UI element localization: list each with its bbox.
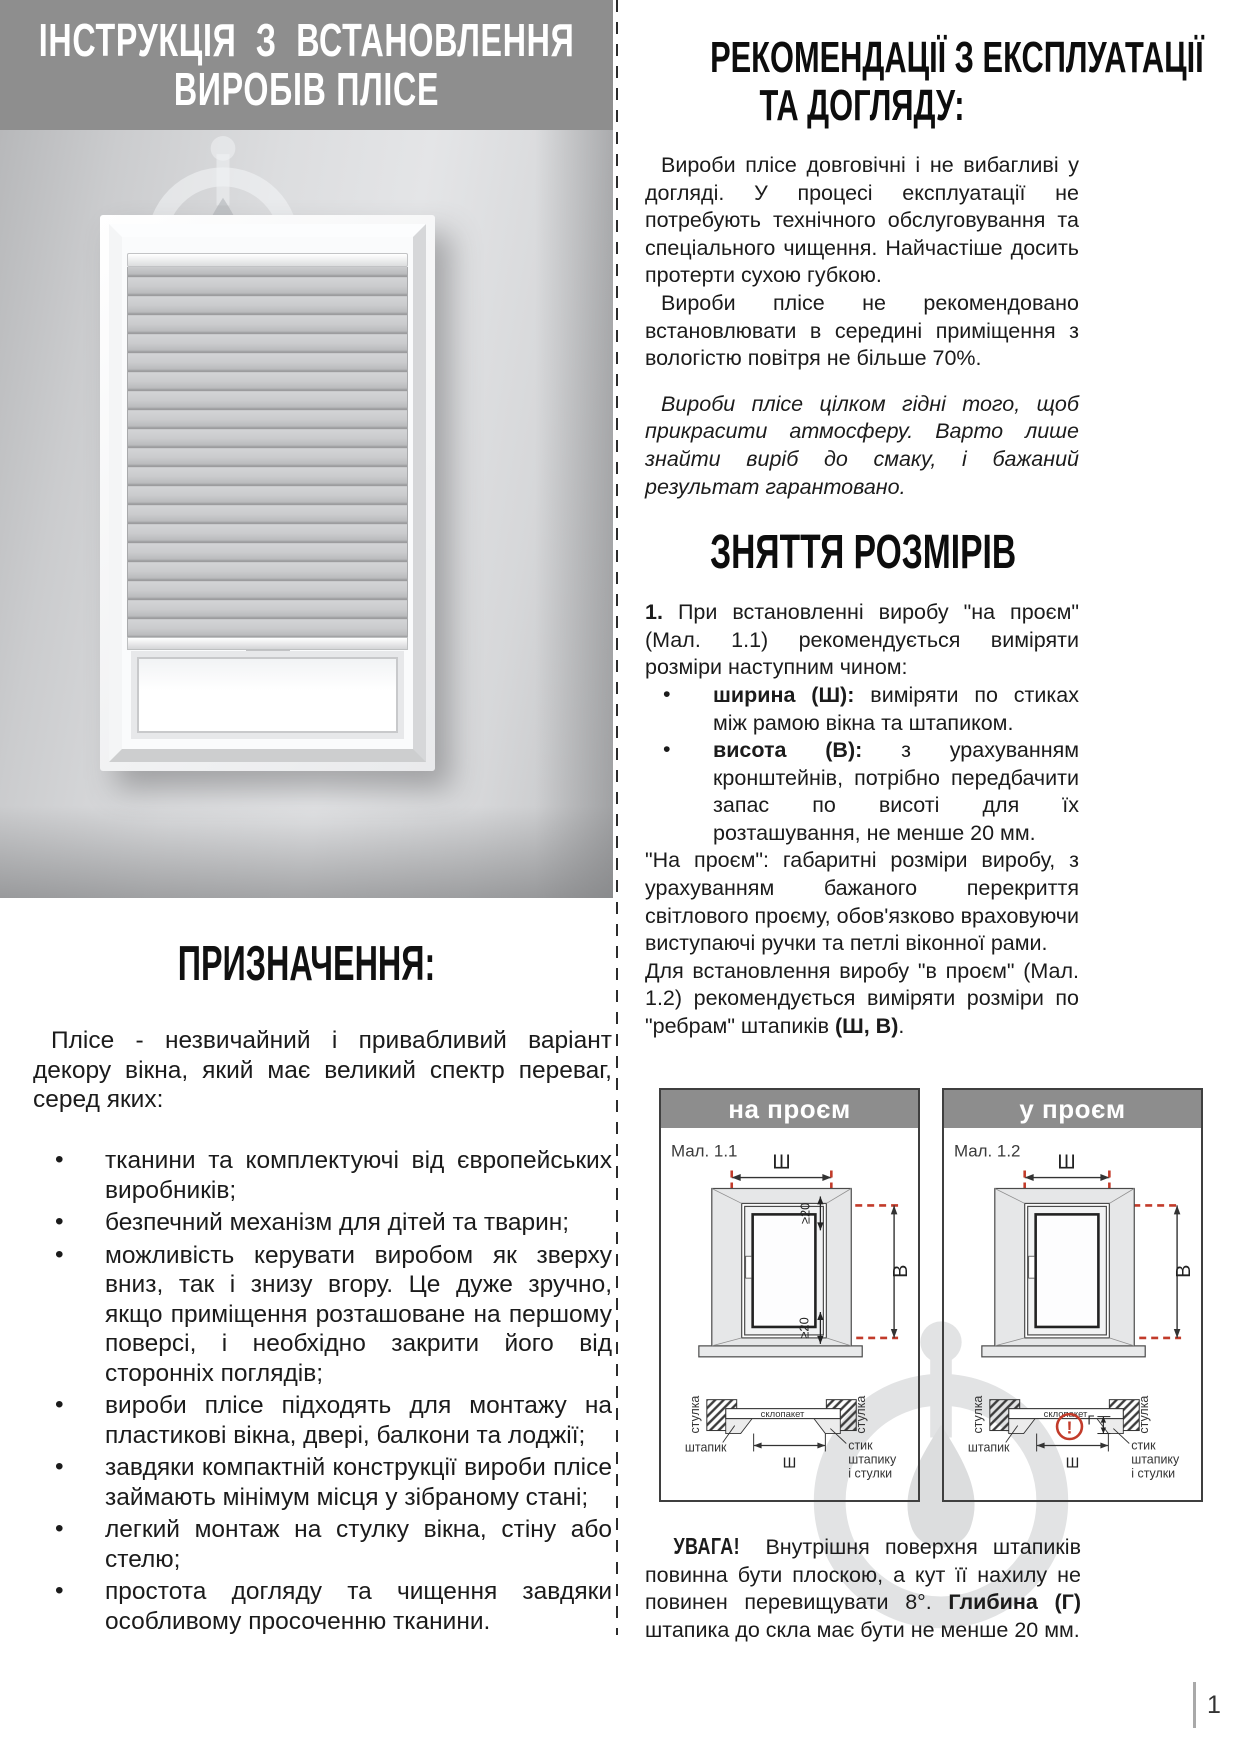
window-glass (131, 651, 404, 739)
measuring-bullet-list (645, 682, 1079, 848)
right-column (645, 33, 1204, 1041)
figure-2-diagram (944, 1128, 1201, 1500)
list-item: • тканини та комплектуючі від європейських виробників; (33, 1146, 612, 1205)
svg-text:Ш: Ш (1057, 1151, 1076, 1174)
recommendations-paragraph-3: Вироби плісе цілком гідні того, щоб прикрасити атмосферу. Варто лише знайти виріб до смаку, і бажаний результат гарантовано. (645, 391, 1079, 499)
svg-text:Г: Г (1087, 1413, 1095, 1428)
blind-top-rail (127, 253, 408, 267)
purpose-intro-paragraph: Плісе - незвичайний і привабливий варіант декору вікна, який має великий спектр переваг, серед яких: (33, 1027, 612, 1113)
warning-paragraph: УВАГА! Внутрішня поверхня штапиків повинна бути плоскою, а кут її нахилу не повинен перевищувати 8°. Глибина (Г) штапика до скла має бути не менше 20 мм. (645, 1533, 1082, 1642)
purpose-bullet-list (33, 1146, 612, 1639)
recommendations-paragraph-1: Вироби плісе довговічні і не вибагливі у догляді. У процесі експлуатації не потребують технічного обслуговування та спеціального чищення. Найчастіше досить протерти сухою губкою. (645, 153, 1079, 288)
recommendations-paragraph-2: Вироби плісе не рекомендовано встановлювати в середині приміщення з вологістю повітря не більше 70%. (645, 290, 1079, 371)
svg-text:!: ! (1066, 1417, 1073, 1438)
window-opening (109, 224, 426, 762)
figure-u-proem (942, 1088, 1203, 1502)
warning-label: УВАГА! (673, 1533, 740, 1559)
step-number: 1. (645, 600, 663, 625)
svg-text:стулка: стулка (1137, 1395, 1152, 1434)
left-header-banner (0, 0, 613, 130)
svg-text:≥20: ≥20 (796, 1317, 812, 1339)
list-item: • завдяки компактній конструкції вироби плісе займають мінімум місця у зібраному стані; (33, 1453, 612, 1512)
na-proem-paragraph: "На проєм": габаритні розміри виробу, з урахуванням бажаного перекриття світлового проєму, обов'язково враховуючи виступаючі ручки та петлі віконної рами. (645, 848, 1079, 956)
recommendations-title: РЕКОМЕНДАЦІЇ З ЕКСПЛУАТАЦІЇ ТА ДОГЛЯДУ: (710, 33, 1204, 130)
pleated-blind (127, 267, 408, 637)
list-item: • легкий монтаж на стулку вікна, стіну або стелю; (33, 1515, 612, 1574)
svg-text:Ш: Ш (772, 1151, 791, 1174)
page-footer (1193, 1682, 1221, 1728)
list-item: • простота догляду та чищення завдяки особливому просоченню тканини. (33, 1577, 612, 1636)
svg-text:штапику: штапику (1131, 1452, 1180, 1467)
svg-text:склопакет: склопакет (760, 1409, 805, 1421)
svg-text:штапику: штапику (848, 1452, 897, 1467)
svg-text:склопакет: склопакет (1043, 1409, 1088, 1421)
svg-text:стулка: стулка (854, 1395, 869, 1434)
product-photo (0, 130, 613, 898)
purpose-section-title: ПРИЗНАЧЕННЯ: (177, 937, 436, 991)
wall-shadow (535, 130, 613, 898)
svg-text:стулка: стулка (687, 1395, 702, 1434)
svg-text:Ш: Ш (1065, 1454, 1080, 1472)
v-proem-paragraph: Для встановлення виробу "в проєм" (Мал. 1.2) рекомендується виміряти розміри по "ребрам" штапиків (Ш, В). (645, 958, 1079, 1039)
window-frame (100, 215, 435, 771)
window-drawing (699, 1188, 862, 1356)
svg-text:штапик: штапик (684, 1440, 727, 1455)
measuring-title: ЗНЯТТЯ РОЗМІРІВ (710, 526, 1017, 580)
svg-text:штапик: штапик (967, 1440, 1010, 1455)
svg-text:В: В (1173, 1264, 1196, 1278)
list-item: • вироби плісе підходять для монтажу на пластикові вікна, двері, балкони та лоджії; (33, 1391, 612, 1450)
list-item-width: • ширина (Ш): виміряти по стиках між рамою вікна та штапиком. (645, 682, 1079, 737)
svg-text:Ш: Ш (782, 1454, 797, 1472)
blind-bottom-rail (127, 637, 408, 650)
svg-text:і стулки: і стулки (1131, 1466, 1176, 1481)
figure-na-proem (659, 1088, 920, 1502)
svg-text:стик: стик (848, 1438, 873, 1453)
figure-2-label: Мал. 1.2 (953, 1141, 1021, 1161)
figure-2-header: у проєм (944, 1090, 1201, 1128)
left-header-title-line1: ІНСТРУКЦІЯ З ВСТАНОВЛЕННЯ (38, 14, 575, 66)
list-item: • можливість керувати виробом як зверху вниз, так і знизу вгору. Це дуже зручно, якщо приміщення розташоване на першому поверсі, і необхідно закрити його від сторонніх поглядів; (33, 1241, 612, 1389)
purpose-intro (33, 1026, 612, 1115)
svg-text:і стулки: і стулки (848, 1466, 893, 1481)
svg-text:стулка: стулка (970, 1395, 985, 1434)
page-number: 1 (1207, 1690, 1221, 1719)
measuring-step-1: 1. При встановленні виробу "на проєм" (Мал. 1.1) рекомендується виміряти розміри наступним чином: (645, 600, 1079, 680)
column-divider (616, 0, 618, 1635)
svg-text:≥20: ≥20 (797, 1202, 813, 1225)
list-item-height: • висота (В): з урахуванням кронштейнів, потрібно передбачити запас по висоті для їх розташування, не менше 20 мм. (645, 737, 1079, 847)
figure-1-header: на проєм (661, 1090, 918, 1128)
window-drawing (982, 1188, 1145, 1356)
svg-text:В: В (890, 1264, 913, 1278)
list-item: • безпечний механізм для дітей та тварин; (33, 1208, 612, 1238)
figures-row (659, 1088, 1203, 1502)
left-header-title-line2: ВИРОБІВ ПЛІСЕ (173, 63, 440, 115)
svg-text:стик: стик (1131, 1438, 1156, 1453)
figure-1-label: Мал. 1.1 (670, 1141, 738, 1161)
figure-1-diagram (661, 1128, 918, 1500)
